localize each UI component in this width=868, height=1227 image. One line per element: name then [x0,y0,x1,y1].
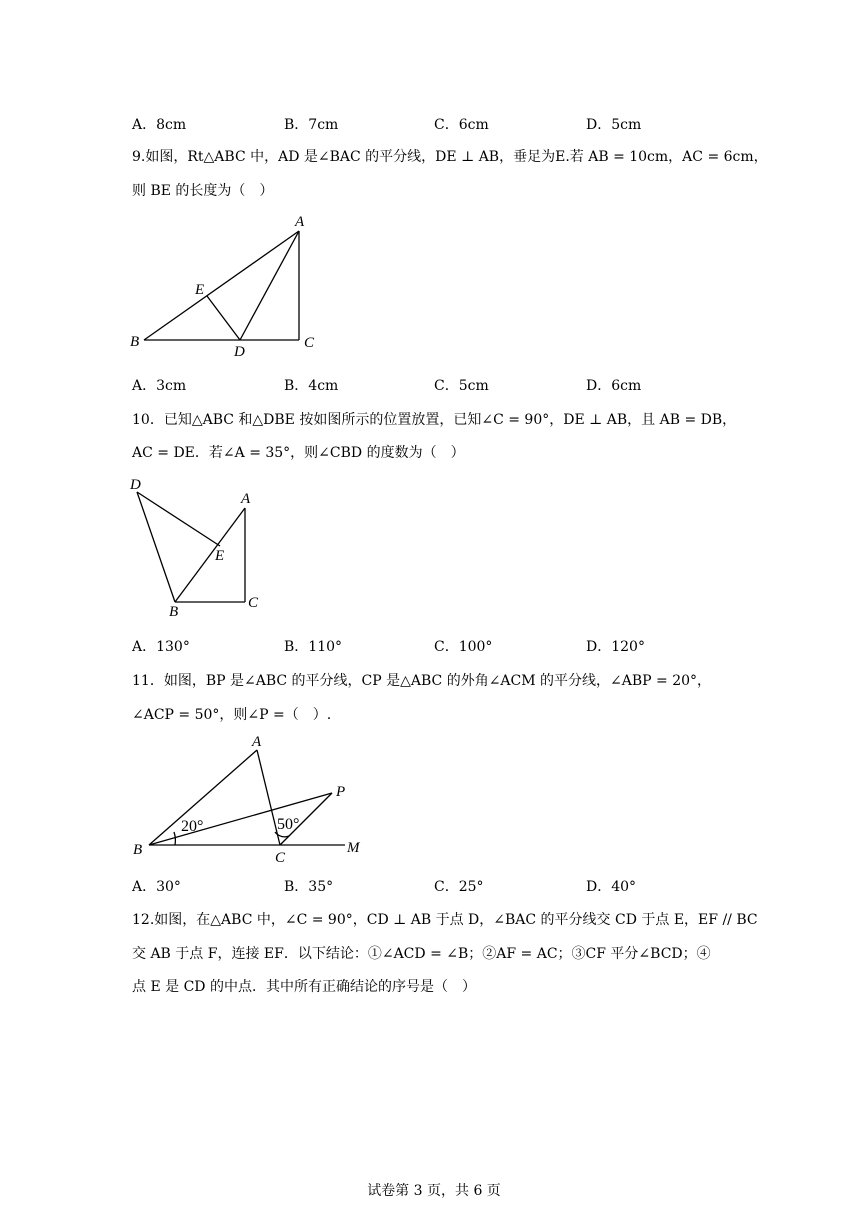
q11-options [132,876,752,896]
q10-option-b: B．110° [284,639,343,655]
q8-option-c: C．6cm [434,117,489,133]
q10-option-a: A．130° [132,639,190,655]
q10-option-d: D．120° [586,639,645,655]
q9-label-c: C [304,335,315,351]
q9-option-b: B．4cm [284,378,339,394]
q9-stem-line1: 9.如图，Rt△ABC 中，AD 是∠BAC 的平分线，DE ⊥ AB，垂足为E.若 AB = 10cm，AC = 6cm， [132,149,768,165]
q12-stem-line2: 交 AB 于点 F，连接 EF．以下结论：①∠ACD = ∠B；②AF = AC；③CF 平分∠BCD；④ [132,946,711,962]
q9-label-d: D [234,344,245,360]
q10-segment-db [137,492,175,602]
q10-stem-line1: 10．已知△ABC 和△DBE 按如图所示的位置放置，已知∠C = 90°，DE ⊥ AB，且 AB = DB， [132,412,737,428]
q9-stem-line2: 则 BE 的长度为（ ） [132,183,274,199]
q11-label-p: P [336,784,346,800]
q10-label-c: C [248,595,259,611]
q9-label-b: B [130,334,140,350]
q10-label-a: A [241,491,251,507]
q8-option-b: B．7cm [284,117,339,133]
q9-segment-de [207,296,240,340]
q11-stem-line1: 11．如图，BP 是∠ABC 的平分线，CP 是△ABC 的外角∠ACM 的平分线，∠ABP = 20°， [132,673,712,689]
q10-stem-line2: AC = DE．若∠A = 35°，则∠CBD 的度数为（ ） [132,445,465,461]
q10-label-d: D [130,477,141,493]
q9-option-d: D．6cm [586,378,642,394]
q10-options [132,636,752,656]
q8-options [132,114,752,134]
q11-label-m: M [347,840,360,856]
q10-label-b: B [169,604,179,620]
q12-stem-line1: 12.如图，在△ABC 中，∠C = 90°，CD ⊥ AB 于点 D，∠BAC 的平分线交 CD 于点 E，EF // BC [132,912,758,928]
page-footer: 试卷第 3 页，共 6 页 [367,1183,501,1199]
q8-option-a: A．8cm [132,117,187,133]
q10-figure [125,472,275,626]
q12-stem-line3: 点 E 是 CD 的中点．其中所有正确结论的序号是（ ） [132,979,476,995]
q11-angle-label-50: 50° [277,816,300,833]
q11-label-c: C [275,850,286,866]
q9-option-c: C．5cm [434,378,489,394]
q11-option-c: C．25° [434,879,484,895]
q11-angle-label-20: 20° [181,818,204,835]
q11-figure [125,728,375,872]
q10-label-e: E [215,548,225,564]
q11-stem-line2: ∠ACP = 50°，则∠P =（ ）. [132,707,332,723]
q11-label-a: A [252,734,262,750]
q9-segment-ad [240,231,299,340]
q9-options [132,375,752,395]
q9-label-a: A [295,214,305,230]
q9-segment-ba [144,231,299,340]
q10-option-c: C．100° [434,639,493,655]
q9-option-a: A．3cm [132,378,187,394]
q9-label-e: E [195,282,205,298]
q11-segment-bp [149,793,332,845]
q11-label-b: B [133,842,143,858]
q11-option-b: B．35° [284,879,334,895]
q11-option-d: D．40° [586,879,637,895]
q11-option-a: A．30° [132,879,181,895]
q10-segment-de [137,492,220,546]
q10-segment-ba [175,508,245,602]
q8-option-d: D．5cm [586,117,642,133]
q9-figure [125,210,335,369]
